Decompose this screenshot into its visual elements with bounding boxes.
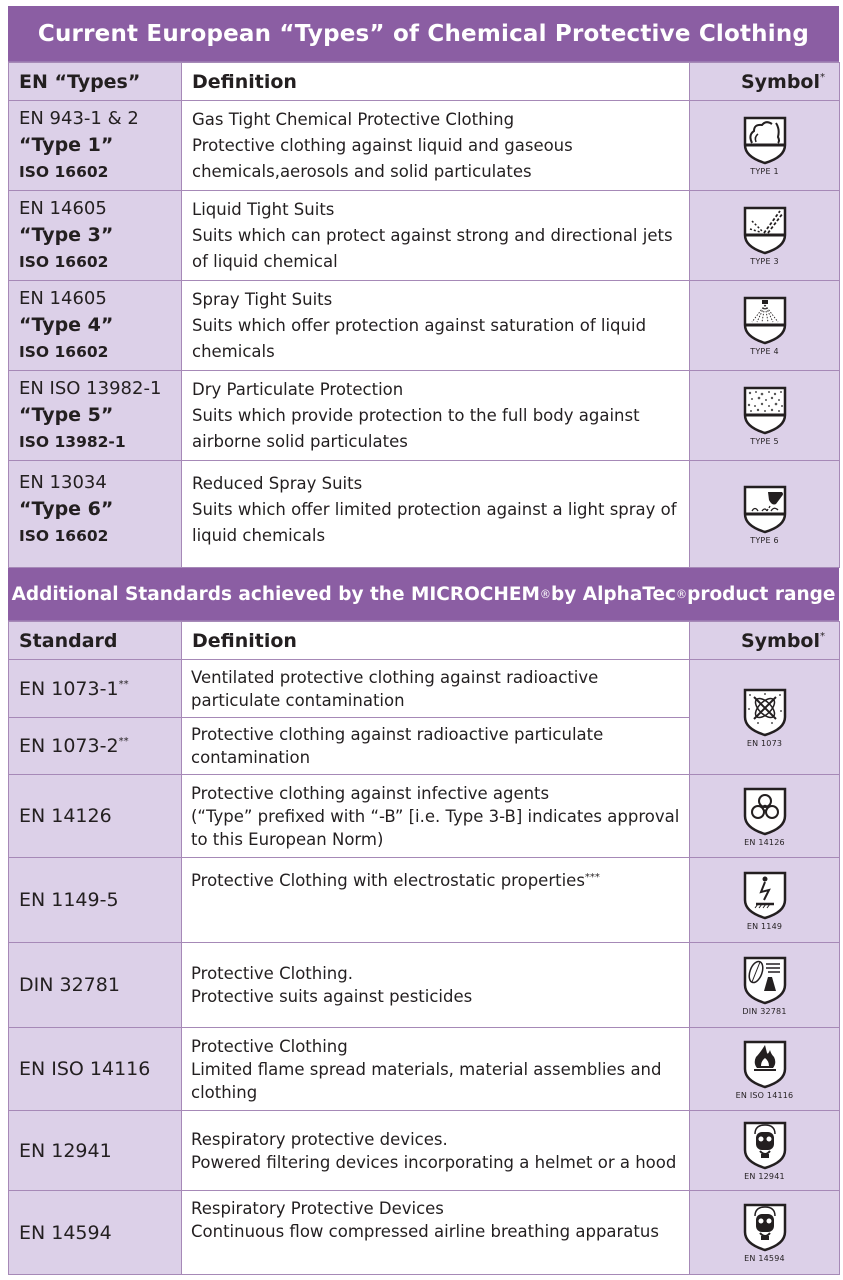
respirator-airline-shield-icon <box>742 1202 788 1252</box>
table-row <box>9 1111 840 1191</box>
definition-text: Suits which offer protection against saturation of liquid chemicals <box>192 315 647 361</box>
types-header-row <box>9 63 840 101</box>
symbol-cell <box>690 775 840 858</box>
standard-cell <box>9 1111 182 1191</box>
section2-title <box>8 568 839 621</box>
en-standard: EN 14605 <box>19 198 107 219</box>
definition-cell <box>182 943 690 1028</box>
type-code-cell <box>9 371 182 461</box>
symbol-cell <box>690 281 840 371</box>
type4-spray-shield-icon <box>742 295 788 345</box>
symbol-cell <box>690 1191 840 1275</box>
electrostatic-shield-icon <box>742 870 788 920</box>
table-row <box>9 371 840 461</box>
table-row <box>9 1191 840 1275</box>
definition-text: Continuous flow compressed airline breathing apparatus <box>191 1222 659 1241</box>
definition-cell <box>182 718 690 775</box>
definition-text: Protective suits against pesticides <box>191 987 473 1006</box>
definition-cell <box>182 191 690 281</box>
standard-code: EN 14126 <box>19 805 112 827</box>
iso-standard: ISO 16602 <box>19 343 109 361</box>
definition-text: (“Type” prefixed with “-B” [i.e. Type 3-B] indicates approval to this European Norm) <box>191 806 680 849</box>
header-symbol-label: Symbol <box>740 629 820 652</box>
standard-code: EN 14594 <box>19 1221 112 1244</box>
footnote-mark: ** <box>118 736 129 747</box>
standard-code: EN 1073-2 <box>19 735 119 757</box>
section1-title: Current European “Types” of Chemical Protective Clothing <box>8 6 839 62</box>
symbol-caption: EN 1149 <box>746 921 783 931</box>
definition-cell <box>182 1191 690 1275</box>
types-table <box>8 62 840 568</box>
definition-cell <box>182 1111 690 1191</box>
symbol-cell <box>690 1028 840 1111</box>
definition-title: Protective Clothing <box>191 1036 348 1056</box>
en-standard: EN 13034 <box>19 472 107 493</box>
type-label: “Type 1” <box>19 134 114 156</box>
standard-cell <box>9 1028 182 1111</box>
table-row <box>9 775 840 858</box>
respirator-helmet-shield-icon <box>742 1120 788 1170</box>
footnote-mark: * <box>820 630 825 642</box>
table-row <box>9 660 840 718</box>
type-label: “Type 3” <box>19 224 114 246</box>
type-code-cell <box>9 191 182 281</box>
type3-liquid-jet-shield-icon <box>742 205 788 255</box>
additional-standards-table <box>8 621 840 1275</box>
standard-cell <box>9 660 182 718</box>
type5-particulate-shield-icon <box>742 385 788 435</box>
type-label: “Type 4” <box>19 314 114 336</box>
definition-cell <box>182 775 690 858</box>
standards-header-row <box>9 622 840 660</box>
definition-cell <box>182 858 690 943</box>
biohazard-shield-icon <box>742 786 788 836</box>
type-code-cell <box>9 101 182 191</box>
definition-cell <box>182 281 690 371</box>
definition-title: Protective clothing against infective agents <box>191 783 550 803</box>
symbol-caption: EN 14594 <box>744 1254 785 1263</box>
definition-title: Protective Clothing. <box>191 964 353 983</box>
symbol-caption: TYPE 5 <box>750 437 779 446</box>
table-row <box>9 461 840 568</box>
iso-standard: ISO 13982-1 <box>19 433 126 451</box>
definition-title: Respiratory Protective Devices <box>191 1199 444 1218</box>
registered-mark: ® <box>539 587 552 601</box>
definition-cell <box>182 461 690 568</box>
definition-text: Protective Clothing with electrostatic properties <box>191 871 585 890</box>
en-standard: EN ISO 13982-1 <box>19 378 162 399</box>
title-text: product range <box>687 583 836 605</box>
standard-code: DIN 32781 <box>19 974 120 996</box>
definition-title: Gas Tight Chemical Protective Clothing <box>192 109 515 129</box>
type-label: “Type 5” <box>19 404 114 426</box>
type-code-cell <box>9 461 182 568</box>
standard-cell <box>9 858 182 943</box>
symbol-cell <box>690 371 840 461</box>
header-symbol <box>690 622 840 660</box>
footnote-mark: ** <box>118 678 129 690</box>
table-row <box>9 281 840 371</box>
definition-cell <box>182 101 690 191</box>
definition-title: Respiratory protective devices. <box>191 1129 448 1149</box>
table-row <box>9 943 840 1028</box>
symbol-caption: EN ISO 14116 <box>735 1090 794 1100</box>
symbol-cell <box>690 461 840 568</box>
definition-text: Suits which can protect against strong and directional jets of liquid chemical <box>192 225 673 271</box>
radioactive-particulate-shield-icon <box>742 687 788 737</box>
table-row <box>9 191 840 281</box>
table-row <box>9 858 840 943</box>
standard-cell <box>9 718 182 775</box>
symbol-cell <box>690 191 840 281</box>
footnote-mark: *** <box>584 872 600 883</box>
definition-cell <box>182 660 690 718</box>
symbol-caption: DIN 32781 <box>742 1006 787 1016</box>
symbol-caption: TYPE 3 <box>750 257 779 266</box>
definition-text: Protective clothing against radioactive particulate contamination <box>191 725 604 767</box>
footnote-mark: * <box>820 71 825 83</box>
definition-text: Limited flame spread materials, material assemblies and clothing <box>191 1059 662 1102</box>
header-en-types: EN “Types” <box>9 63 182 101</box>
definition-cell <box>182 371 690 461</box>
table-row <box>9 101 840 191</box>
definition-title: Spray Tight Suits <box>192 289 333 309</box>
header-standard: Standard <box>9 622 182 660</box>
symbol-caption: EN 14126 <box>744 837 785 847</box>
en-standard: EN 14605 <box>19 288 107 309</box>
header-definition: Definition <box>182 63 690 101</box>
title-text: by AlphaTec <box>551 583 676 605</box>
symbol-cell <box>690 101 840 191</box>
definition-title: Dry Particulate Protection <box>192 379 404 399</box>
definition-text: Protective clothing against liquid and gaseous chemicals,aerosols and solid particulates <box>192 135 573 181</box>
standard-code: EN 12941 <box>19 1139 112 1162</box>
type6-light-spray-shield-icon <box>742 484 788 534</box>
standard-cell <box>9 943 182 1028</box>
symbol-cell <box>690 1111 840 1191</box>
iso-standard: ISO 16602 <box>19 163 109 181</box>
standard-cell <box>9 1191 182 1275</box>
symbol-caption: TYPE 6 <box>750 535 779 545</box>
definition-title: Reduced Spray Suits <box>192 474 363 493</box>
header-symbol <box>690 63 840 101</box>
standard-code: EN ISO 14116 <box>19 1058 151 1080</box>
header-symbol-label: Symbol <box>740 70 820 93</box>
symbol-caption: EN 12941 <box>744 1172 785 1181</box>
flame-shield-icon <box>742 1039 788 1089</box>
standard-code: EN 1149-5 <box>19 889 119 911</box>
symbol-caption: TYPE 1 <box>750 167 779 176</box>
definition-text: Suits which provide protection to the full body against airborne solid particulates <box>192 405 640 451</box>
definition-text: Ventilated protective clothing against radioactive particulate contamination <box>191 667 599 710</box>
definition-cell <box>182 1028 690 1111</box>
type-code-cell <box>9 281 182 371</box>
symbol-cell <box>690 943 840 1028</box>
symbol-caption: TYPE 4 <box>750 347 779 356</box>
type1-gas-cloud-shield-icon <box>742 115 788 165</box>
table-row <box>9 1028 840 1111</box>
definition-title: Liquid Tight Suits <box>192 199 335 219</box>
definition-text: Suits which offer limited protection against a light spray of liquid chemicals <box>192 500 677 545</box>
type-label: “Type 6” <box>19 498 114 520</box>
standard-cell <box>9 775 182 858</box>
definition-text: Powered filtering devices incorporating a helmet or a hood <box>191 1152 677 1172</box>
iso-standard: ISO 16602 <box>19 527 109 545</box>
title-text: Additional Standards achieved by the MICROCHEM <box>11 583 540 605</box>
iso-standard: ISO 16602 <box>19 253 109 271</box>
symbol-cell <box>690 858 840 943</box>
symbol-caption: EN 1073 <box>746 738 783 748</box>
header-definition: Definition <box>182 622 690 660</box>
pesticide-shield-icon <box>742 955 788 1005</box>
chemical-protective-clothing-sheet <box>8 6 839 1275</box>
en-standard: EN 943-1 & 2 <box>19 108 139 129</box>
symbol-cell <box>690 660 840 775</box>
registered-mark: ® <box>676 587 688 601</box>
standard-code: EN 1073-1 <box>19 677 119 700</box>
